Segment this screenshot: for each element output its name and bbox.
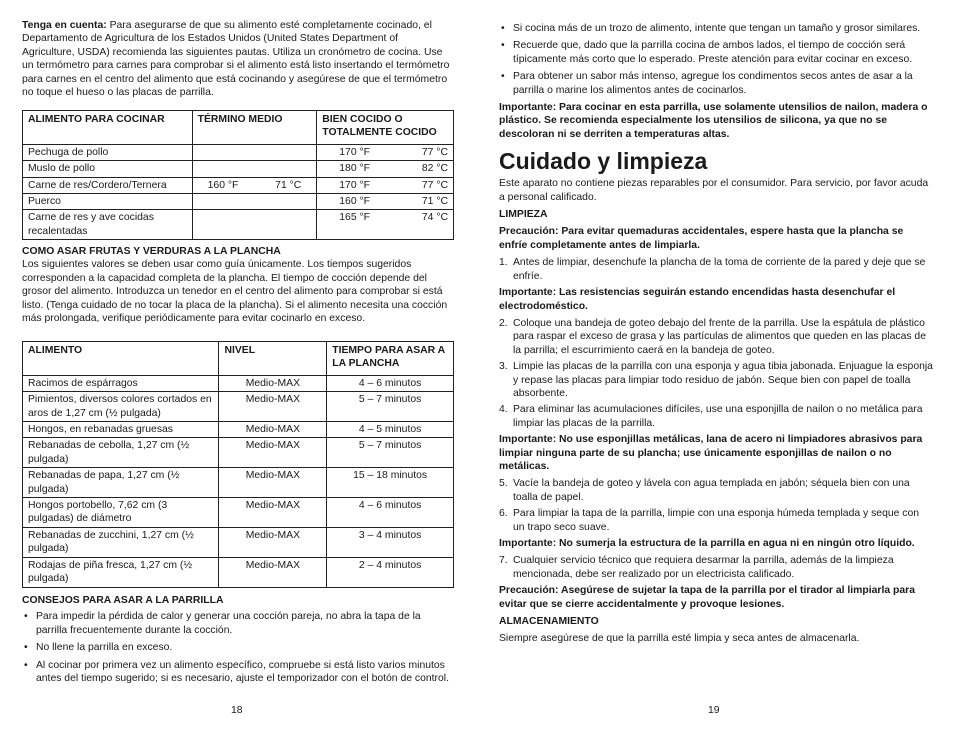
step-number: 6. <box>499 508 508 520</box>
level-cell: Medio-MAX <box>219 498 327 528</box>
temp-f: 160 °F <box>339 196 371 208</box>
food-cell: Muslo de pollo <box>23 161 193 177</box>
doneness-table <box>22 110 454 240</box>
temp-f: 170 °F <box>339 146 371 158</box>
storage-heading: ALMACENAMIENTO <box>499 616 599 628</box>
step-number: 5. <box>499 478 508 490</box>
col-header-food: ALIMENTO <box>23 342 219 376</box>
left-page <box>22 0 452 738</box>
food-cell: Rebanadas de cebolla, 1,27 cm (½ pulgada) <box>23 438 219 468</box>
step-text: Limpie las placas de la parrilla con una esponja y agua tibia jabonada. Enjuague la esponja y repase las placas para limpiar todo residuo de jabón. Seque bien con papel de toalla absorbente. <box>513 361 933 399</box>
food-cell: Carne de res/Cordero/Ternera <box>23 177 193 193</box>
table-row <box>23 392 454 422</box>
table-row <box>23 527 454 557</box>
table-row <box>23 468 454 498</box>
step-text: Cualquier servicio técnico que requiera desarmar la parrilla, además de la limpieza mencionada, debe ser realizado por un electricista calificado. <box>513 555 894 580</box>
list-item: • Para obtener un sabor más intenso, agregue los condimentos secos antes de asar a la parrilla o marine los alimentos antes de cocinarlos. <box>499 70 933 97</box>
important-note: Importante: No use esponjillas metálicas, lana de acero ni limpiadores abrasivos para limpiar ninguna parte de su plancha; use únicamente esponjillas de nailon o no metálicas. <box>499 434 923 472</box>
list-item <box>499 477 933 504</box>
list-item: • No llene la parrilla en exceso. <box>22 641 452 654</box>
col-header-food: ALIMENTO PARA COCINAR <box>23 111 193 145</box>
table-row <box>23 375 454 391</box>
important-note: Importante: Para cocinar en esta parrilla, use solamente utensilios de nailon, madera o plástico. Se recomienda especialmente los utensilios de silicona, ya que no se descoloran ni se derriten a temperaturas altas. <box>499 102 928 140</box>
col-header-time: TIEMPO PARA ASAR A LA PLANCHA <box>327 342 454 376</box>
time-cell: 4 – 6 minutos <box>327 375 454 391</box>
cleaning-steps <box>499 256 933 283</box>
col-header-medium: TÉRMINO MEDIO <box>192 111 317 145</box>
temp-c: 71 °C <box>275 179 302 191</box>
cleaning-steps <box>499 554 933 581</box>
level-cell: Medio-MAX <box>219 527 327 557</box>
storage-text: Siempre asegúrese de que la parrilla esté limpia y seca antes de almacenarla. <box>499 633 860 645</box>
step-number: 1. <box>499 257 508 269</box>
step-text: Para eliminar las acumulaciones difíciles, use una esponjilla de nailon o no metálica para limpiar las placas de la parrilla. <box>513 404 923 429</box>
food-cell: Pimientos, diversos colores cortados en aros de 1,27 cm (½ pulgada) <box>23 392 219 422</box>
level-cell: Medio-MAX <box>219 375 327 391</box>
caution-note: Precaución: Para evitar quemaduras accidentales, espere hasta que la plancha se enfríe completamente antes de limpiarla. <box>499 226 904 251</box>
temp-c: 82 °C <box>421 163 448 175</box>
time-cell: 5 – 7 minutos <box>327 392 454 422</box>
cleaning-steps <box>499 317 933 430</box>
food-cell: Hongos, en rebanadas gruesas <box>23 422 219 438</box>
well-cell <box>317 177 454 193</box>
table-row <box>23 498 454 528</box>
medium-cell <box>192 161 317 177</box>
step-text: Coloque una bandeja de goteo debajo del frente de la parrilla. Use la espátula de plástico para raspar el exceso de grasa y las partículas de alimentos que queden en las placas de la parrilla; el escurrimiento caerá en la bandeja de goteo. <box>513 317 926 356</box>
level-cell: Medio-MAX <box>219 422 327 438</box>
food-cell: Puerco <box>23 194 193 210</box>
step-number: 2. <box>499 317 508 329</box>
important-note: Importante: No sumerja la estructura de la parrilla en agua ni en ningún otro líquido. <box>499 538 915 549</box>
right-page <box>499 0 933 738</box>
step-number: 4. <box>499 404 508 416</box>
tips-list-continued <box>499 22 933 97</box>
time-cell: 2 – 4 minutos <box>327 557 454 587</box>
list-item: • Para impedir la pérdida de calor y generar una cocción pareja, no abra la tapa de la parrilla frecuentemente durante la cocción. <box>22 610 452 637</box>
temp-f: 180 °F <box>339 163 371 175</box>
cleaning-heading: LIMPIEZA <box>499 209 548 221</box>
table-row <box>23 422 454 438</box>
page-number: 19 <box>708 705 720 716</box>
level-cell: Medio-MAX <box>219 557 327 587</box>
food-cell: Carne de res y ave cocidas recalentadas <box>23 210 193 240</box>
list-item <box>499 360 933 400</box>
tips-section <box>22 594 452 689</box>
medium-cell <box>192 177 317 193</box>
table-row <box>23 144 454 160</box>
tips-list <box>22 610 452 685</box>
time-cell: 4 – 5 minutos <box>327 422 454 438</box>
medium-cell <box>192 194 317 210</box>
level-cell: Medio-MAX <box>219 438 327 468</box>
medium-cell <box>192 210 317 240</box>
food-cell: Rebanadas de zucchini, 1,27 cm (½ pulgada) <box>23 527 219 557</box>
temp-c: 77 °C <box>421 179 448 191</box>
intro-paragraph <box>22 19 452 99</box>
step-number: 3. <box>499 361 508 373</box>
level-cell: Medio-MAX <box>219 392 327 422</box>
well-cell <box>317 161 454 177</box>
intro-label: Tenga en cuenta: <box>22 20 107 31</box>
table-row <box>23 194 454 210</box>
table-row <box>23 557 454 587</box>
list-item: • Recuerde que, dado que la parrilla cocina de ambos lados, el tiempo de cocción será típicamente más corto que lo esperado. Preste atención para evitar cocinar en exceso. <box>499 39 933 66</box>
medium-cell <box>192 144 317 160</box>
list-item <box>499 317 933 357</box>
col-header-level: NIVEL <box>219 342 327 376</box>
doneness-table-header <box>23 111 454 145</box>
level-cell: Medio-MAX <box>219 468 327 498</box>
step-text: Vacíe la bandeja de goteo y lávela con agua templada en jabón; séquela bien con una toalla de papel. <box>513 478 910 503</box>
veg-section <box>22 245 452 325</box>
list-item: • Al cocinar por primera vez un alimento específico, compruebe si está listo varios minutos antes del tiempo sugerido; si es necesario, ajuste el temporizador con el botón de control. <box>22 659 452 686</box>
list-item: • Si cocina más de un trozo de alimento, intente que tengan un tamaño y grosor similares. <box>499 22 933 35</box>
list-item <box>499 554 933 581</box>
right-content <box>499 22 933 646</box>
food-cell: Hongos portobello, 7,62 cm (3 pulgadas) de diámetro <box>23 498 219 528</box>
grilling-table <box>22 341 454 588</box>
time-cell: 15 – 18 minutos <box>327 468 454 498</box>
table-row <box>23 161 454 177</box>
well-cell <box>317 144 454 160</box>
food-cell: Rodajas de piña fresca, 1,27 cm (½ pulgada) <box>23 557 219 587</box>
caution-note: Precaución: Asegúrese de sujetar la tapa de la parrilla por el tirador al limpiarla para evitar que se cierre accidentalmente y provoque lesiones. <box>499 585 915 610</box>
step-text: Antes de limpiar, desenchufe la plancha de la toma de corriente de la pared y deje que se enfríe. <box>513 257 926 282</box>
intro-text: Para asegurarse de que su alimento esté completamente cocinado, el Departamento de Agricultura de los Estados Unidos (United States Department of Agriculture, USDA) recomienda las siguientes pautas. Utiliza un cronómetro de cocina. Use un termómetro para carnes para comprobar si el alimento está listo insertando el termómetro para carnes en el centro del alimento que está cocinando y asegúrese de que el termómetro no toque el hueso o las placas de parrilla. <box>22 20 450 99</box>
well-cell <box>317 210 454 240</box>
veg-text: Los siguientes valores se deben usar como guía únicamente. Los tiempos sugeridos corresponden a la capacidad completa de la plancha. El tiempo de cocción depende del grosor del alimento. Introduzca un tenedor en el centro del alimento para comprobar si está listo. (Tenga cuidado de no tocar la placa de la plancha). Si el alimento necesita una cocción más prolongada, verifique periódicamente para evitar cocinarlo en exceso. <box>22 259 448 325</box>
grilling-table-header <box>23 342 454 376</box>
food-cell: Racimos de espárragos <box>23 375 219 391</box>
temp-c: 74 °C <box>421 212 448 224</box>
table-row <box>23 177 454 193</box>
temp-f: 160 °F <box>207 179 239 191</box>
well-cell <box>317 194 454 210</box>
food-cell: Pechuga de pollo <box>23 144 193 160</box>
tips-heading: CONSEJOS PARA ASAR A LA PARRILLA <box>22 595 224 606</box>
step-number: 7. <box>499 555 508 567</box>
veg-heading: COMO ASAR FRUTAS Y VERDURAS A LA PLANCHA <box>22 246 281 257</box>
page-number: 18 <box>231 705 243 716</box>
temp-f: 170 °F <box>339 179 371 191</box>
temp-f: 165 °F <box>339 212 371 224</box>
step-text: Para limpiar la tapa de la parrilla, limpie con una esponja húmeda templada y seque con un trapo seco suave. <box>513 508 920 533</box>
food-cell: Rebanadas de papa, 1,27 cm (½ pulgada) <box>23 468 219 498</box>
time-cell: 5 – 7 minutos <box>327 438 454 468</box>
table-row <box>23 210 454 240</box>
table-row <box>23 438 454 468</box>
service-text: Este aparato no contiene piezas reparables por el consumidor. Para servicio, por favor acuda a personal calificado. <box>499 178 929 203</box>
page-title: Cuidado y limpieza <box>499 148 708 175</box>
list-item <box>499 256 933 283</box>
temp-c: 77 °C <box>421 146 448 158</box>
list-item <box>499 507 933 534</box>
time-cell: 3 – 4 minutos <box>327 527 454 557</box>
cleaning-steps <box>499 477 933 534</box>
list-item <box>499 403 933 430</box>
col-header-well-done: BIEN COCIDO O TOTALMENTE COCIDO <box>317 111 454 145</box>
important-note: Importante: Las resistencias seguirán estando encendidas hasta desenchufar el electrodoméstico. <box>499 287 896 312</box>
temp-c: 71 °C <box>421 196 448 208</box>
time-cell: 4 – 6 minutos <box>327 498 454 528</box>
